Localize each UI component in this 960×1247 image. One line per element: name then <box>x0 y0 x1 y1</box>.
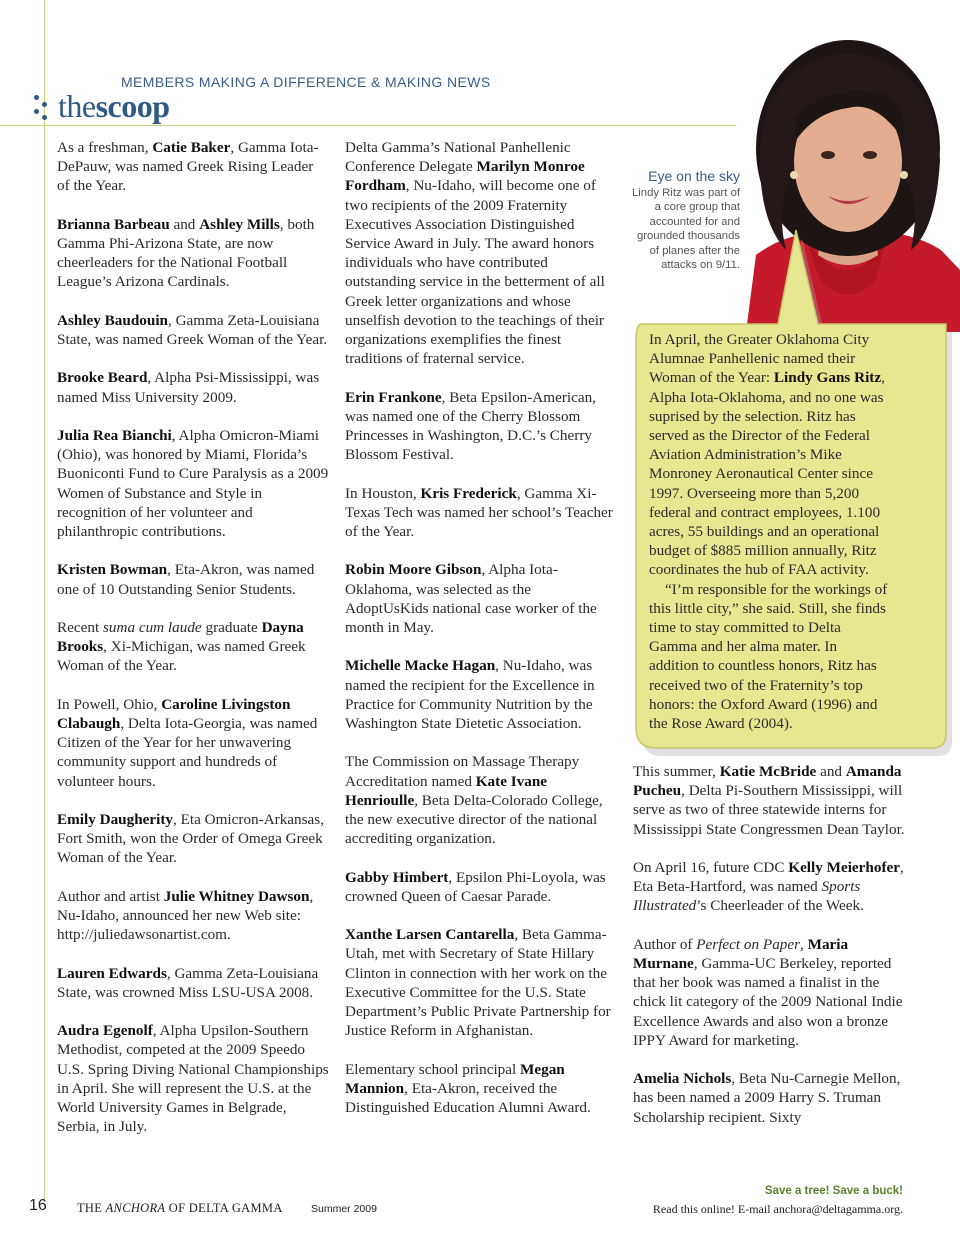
news-item <box>345 868 617 906</box>
member-name: Catie Baker <box>152 139 231 156</box>
news-item <box>633 935 907 1050</box>
member-name: Brooke Beard <box>57 369 148 387</box>
member-name: Amanda Pucheu <box>633 763 902 800</box>
news-item <box>57 311 329 349</box>
member-name: Kate Ivane Henrioulle <box>345 772 548 809</box>
bubble-text <box>649 330 889 733</box>
caption-title: Eye on the sky <box>648 168 740 184</box>
bubble-paragraph <box>649 580 889 734</box>
member-name: Ashley Mills <box>199 215 280 233</box>
body-text: , Alpha Omicron-Miami (Ohio), was honored by Miami, Florida’s Buoniconti Fund to Cure Paralysis as a 2009 Women of Substance and Style in recognition of her volunteer and philanthropic contributions. <box>57 426 329 540</box>
body-text: , Xi-Michigan, was named Greek Woman of the Year. <box>57 638 306 675</box>
body-text: Elementary school principal <box>345 1060 521 1078</box>
news-item <box>633 1069 907 1127</box>
body-text: As a freshman, <box>57 139 153 156</box>
body-text: graduate <box>201 618 262 636</box>
member-name: Ashley Baudouin <box>57 311 168 329</box>
news-item <box>633 762 907 839</box>
body-text: , Beta Epsilon-American, was named one of the Cherry Blossom Princesses in Washington, D.C.’s Cherry Blossom Festival. <box>345 388 596 464</box>
body-text: , Alpha Iota-Oklahoma, and no one was suprised by the selection. Ritz has served as the Director of the Federal Aviation Administration’s Mike Monroney Aeronautical Center since 1997. Overseeing more than 5,200 federal and contract employees, 1.100 acres, 55 buildings and an operational budget of $885 million annually, Ritz coordinates the hub of FAA activity. <box>649 369 885 579</box>
news-item <box>345 925 617 1040</box>
member-name: Julia Rea Bianchi <box>57 426 172 444</box>
brand-title: thescoop <box>58 87 170 124</box>
body-text: Author and artist <box>57 887 164 905</box>
member-name: Audra Egenolf <box>57 1022 153 1040</box>
member-name: Amelia Nichols <box>633 1070 732 1088</box>
body-text: Delta Gamma’s National Panhellenic Conference Delegate <box>345 139 571 176</box>
column-1 <box>57 138 329 1156</box>
news-item <box>633 858 907 916</box>
news-item <box>345 560 617 637</box>
news-item <box>57 560 329 598</box>
news-item <box>345 388 617 465</box>
body-text: , Alpha Psi-Mississippi, was named Miss University 2009. <box>57 369 320 406</box>
news-item <box>345 138 617 368</box>
body-text: , Nu-Idaho, was named the recipient for the Excellence in Practice for Community Nutrition by the Washington State Dietetic Association. <box>345 657 595 733</box>
news-item <box>57 964 329 1002</box>
member-name: Kelly Meierhofer <box>788 859 900 876</box>
body-text: , Nu-Idaho, will become one of two recipients of the 2009 Fraternity Executives Association Distinguished Service Award in July. The award honors individuals who have contributed outstanding service in the betterment of all Greek letter organizations and whose unselfish devotion to the teachings of their organizations exemplifies the finest traditions of fraternal service. <box>345 177 605 368</box>
dots-icon <box>34 93 52 119</box>
body-text: , Eta-Akron, received the Distinguished Education Alumni Award. <box>345 1079 591 1117</box>
news-item <box>57 618 329 676</box>
body-text: , Gamma Iota-DePauw, was named Greek Rising Leader of the Year. <box>57 139 319 195</box>
body-text: This summer, <box>633 763 720 780</box>
member-name: Lauren Edwards <box>57 964 167 982</box>
body-text: The Commission on Massage Therapy Accreditation named <box>345 753 580 790</box>
section-kicker: MEMBERS MAKING A DIFFERENCE & MAKING NEWS <box>121 74 491 90</box>
member-name: Kristen Bowman <box>57 561 168 579</box>
member-name: Michelle Macke Hagan <box>345 657 496 675</box>
magazine-name: THE ANCHORA OF DELTA GAMMA <box>77 1201 283 1215</box>
member-name: Megan Mannion <box>345 1060 565 1097</box>
body-text: , Alpha Iota-Oklahoma, was selected as the AdoptUsKids national case worker of the month in May. <box>345 561 597 637</box>
body-text: , <box>800 935 808 953</box>
member-name: Kris Frederick <box>420 484 517 502</box>
member-name: Emily Daugherity <box>57 810 174 828</box>
save-tree-note: Save a tree! Save a buck! <box>764 1185 903 1197</box>
news-item <box>57 1021 329 1136</box>
body-text: and <box>816 763 846 780</box>
body-text: In April, the Greater Oklahoma City Alumnae Panhellenic named their Woman of the Year: <box>649 331 870 387</box>
body-text: , Beta Nu-Carnegie Mellon, has been named a 2009 Harry S. Truman Scholarship recipient. Sixty <box>633 1070 901 1126</box>
page-number: 16 <box>29 1197 47 1214</box>
margin-rule <box>44 0 45 1200</box>
member-name: Lindy Gans Ritz <box>773 369 882 387</box>
news-item <box>345 484 617 542</box>
member-name: Erin Frankone <box>345 388 442 406</box>
body-text: , Beta Delta-Colorado College, the new executive director of the national accrediting organization. <box>345 791 603 848</box>
body-text: , Gamma Xi-Texas Tech was named her school’s Teacher of the Year. <box>345 484 613 541</box>
body-text: , Eta Omicron-Arkansas, Fort Smith, won the Order of Omega Greek Woman of the Year. <box>57 810 325 867</box>
body-text: , Gamma-UC Berkeley, reported that her book was named a finalist in the chick lit category of the 2009 National Indie Excellence Awards and also won a bronze IPPY Award for marketing. <box>633 955 903 1049</box>
news-item <box>57 810 329 868</box>
body-text: , Gamma Zeta-Louisiana State, was crowned Miss LSU-USA 2008. <box>57 964 319 1001</box>
news-item <box>57 368 329 406</box>
body-text: , Nu-Idaho, announced her new Web site: http://juliedawsonartist.com. <box>57 887 314 944</box>
member-name: Robin Moore Gibson <box>345 561 482 579</box>
member-name: Caroline Livingston Clabaugh <box>57 695 291 732</box>
bubble-paragraph <box>649 330 889 580</box>
member-name: Katie McBride <box>719 763 817 780</box>
body-text: Recent <box>57 618 103 636</box>
italic-text: Perfect on Paper <box>696 935 801 953</box>
news-item <box>57 138 329 196</box>
body-text: In Houston, <box>345 484 421 502</box>
news-item <box>345 752 617 848</box>
body-text: In Powell, Ohio, <box>57 695 162 713</box>
italic-text: Sports Illustrated <box>633 878 861 915</box>
column-2 <box>345 138 617 1136</box>
news-item <box>57 695 329 791</box>
body-text: , Delta Iota-Georgia, was named Citizen of the Year for her unwavering community support and hundreds of volunteer hours. <box>57 714 318 790</box>
caption-body: Lindy Ritz was part of a core group that accounted for and grounded thousands of planes after the attacks on 9/11. <box>632 187 740 272</box>
member-name: Maria Murnane <box>633 935 849 972</box>
member-name: Dayna Brooks <box>57 618 304 656</box>
body-text: On April 16, future CDC <box>633 859 789 876</box>
body-text: , Epsilon Phi-Loyola, was crowned Queen of Caesar Parade. <box>345 868 606 905</box>
body-text: ’s Cheerleader of the Week. <box>696 897 864 915</box>
body-text: and <box>169 215 200 233</box>
issue-date: Summer 2009 <box>311 1203 377 1215</box>
news-item <box>57 215 329 292</box>
column-3 <box>633 762 907 1146</box>
news-item <box>57 426 329 541</box>
read-online-note: Read this online! E-mail anchora@deltagamma.org. <box>652 1202 903 1216</box>
body-text: , Beta Gamma-Utah, met with Secretary of State Hillary Clinton in connection with her work on the Executive Committee for the U.S. State Department’s Public Private Partnership for Justice Reform in Afghanistan. <box>345 926 611 1040</box>
body-text: , Eta Beta-Hartford, was named <box>633 859 904 896</box>
body-text: , Eta-Akron, was named one of 10 Outstanding Senior Students. <box>57 561 315 598</box>
member-name: Brianna Barbeau <box>57 215 170 233</box>
news-item <box>345 1060 617 1118</box>
body-text: Author of <box>633 935 697 953</box>
body-text: , both Gamma Phi-Arizona State, are now cheerleaders for the National Football League’s Arizona Cardinals. <box>57 215 315 291</box>
news-item <box>57 887 329 945</box>
news-item <box>345 656 617 733</box>
member-name: Gabby Himbert <box>345 868 449 886</box>
body-text: “I’m responsible for the workings of this little city,” she said. Still, she finds time to stay committed to Delta Gamma and her alma mater. In addition to countless honors, Ritz has received two of the Fraternity’s top honors: the Oxford Award (1996) and the Rose Award (2004). <box>649 580 888 733</box>
section-brand <box>34 86 170 126</box>
member-name: Julie Whitney Dawson <box>163 887 310 905</box>
body-text: , Delta Pi-Southern Mississippi, will serve as two of three statewide interns for Mississippi State Congressmen Dean Taylor. <box>633 782 905 838</box>
body-text: , Alpha Upsilon-Southern Methodist, competed at the 2009 Speedo U.S. Spring Diving National Championships in April. She will represent the U.S. at the World University Games in Belgrade, Serbia, in July. <box>57 1022 329 1136</box>
member-name: Marilyn Monroe Fordham <box>345 158 585 195</box>
body-text: , Gamma Zeta-Louisiana State, was named Greek Woman of the Year. <box>57 311 328 348</box>
member-name: Xanthe Larsen Cantarella <box>345 926 515 944</box>
italic-text: suma cum laude <box>102 618 202 636</box>
